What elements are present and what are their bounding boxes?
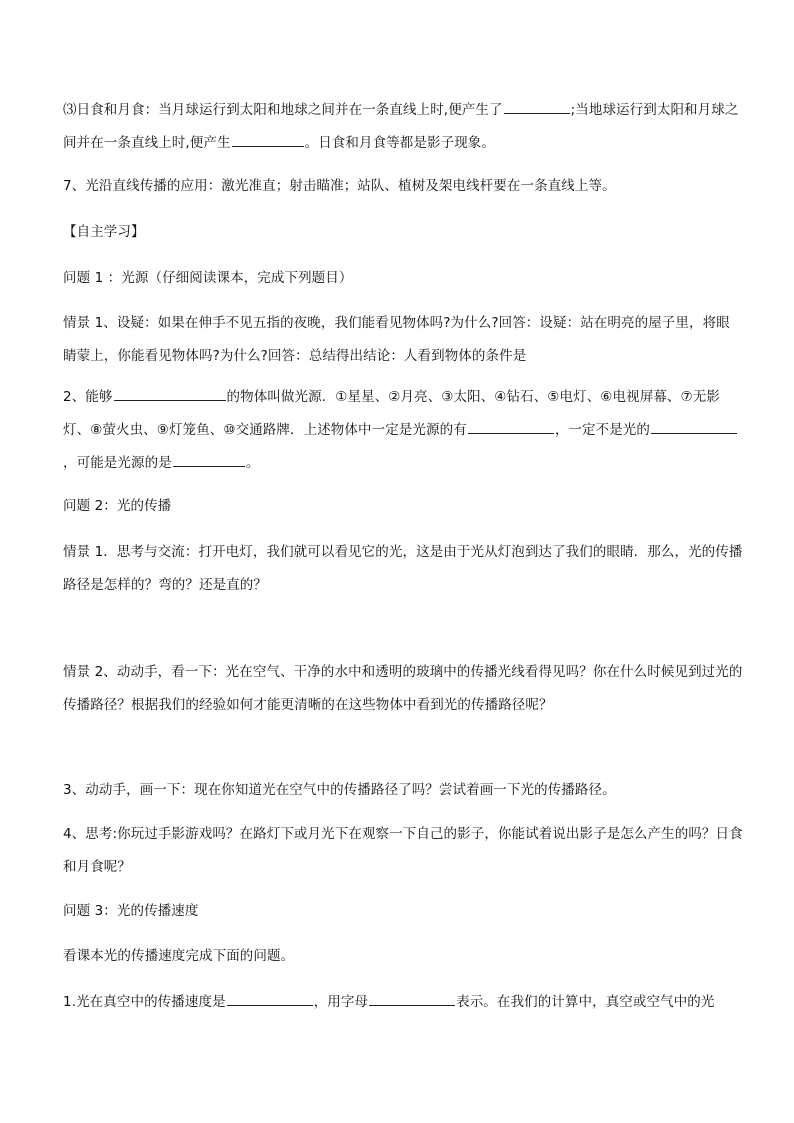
eclipse-text-1: ⑶日食和月食：当月球运行到太阳和地球之间并在一条直线上时,便产生了 bbox=[63, 102, 503, 118]
light-source-text-4: ，可能是光源的是 bbox=[63, 455, 172, 471]
propagation-scene-2: 情景 2、动动手，看一下：光在空气、干净的水中和透明的玻璃中的传播光线看得见吗？你在什么时候见到过光的传播路径？根据我们的经验如何才能更清晰的在这些物体中看到光的传播路径呢？ bbox=[63, 664, 743, 713]
question-1-title: 问题 1 ：光源（仔细阅读课本，完成下列题目） bbox=[63, 270, 353, 286]
light-source-paragraph bbox=[63, 381, 743, 480]
shadow-thinking-paragraph: 4、思考:你玩过手影游戏吗？在路灯下或月光下在观察一下自己的影子，你能试着说出影子是怎么产生的吗？日食和月食呢？ bbox=[63, 826, 743, 875]
eclipse-text-2: ;当地球运行到太阳和月球之间并在一条直线上时,便产生 bbox=[63, 102, 739, 151]
answer-blank-speed-value[interactable] bbox=[227, 991, 313, 1006]
speed-paragraph bbox=[63, 986, 743, 1019]
light-source-text-3: ，一定不是光的 bbox=[554, 422, 651, 438]
light-source-text-5: 。 bbox=[245, 455, 260, 471]
section-heading: 【自主学习】 bbox=[63, 224, 145, 240]
answer-blank-speed-letter[interactable] bbox=[369, 991, 455, 1006]
speed-text-1: 1.光在真空中的传播速度是 bbox=[63, 994, 226, 1010]
answer-blank-solar-eclipse[interactable] bbox=[504, 99, 570, 114]
question-3-title: 问题 3：光的传播速度 bbox=[63, 903, 199, 919]
answer-blank-lunar-eclipse[interactable] bbox=[232, 132, 304, 147]
eclipse-text-3: 。日食和月食等都是影子现象。 bbox=[304, 135, 495, 151]
answer-blank-light-source-definition[interactable] bbox=[114, 386, 226, 401]
light-source-text-2: 的物体叫做光源．①星星、②月亮、③太阳、④钻石、⑤电灯、⑥电视屏幕、⑦无影灯、⑧萤火虫、⑨灯笼鱼、⑩交通路牌．上述物体中一定是光源的有 bbox=[63, 389, 720, 438]
scene-1-paragraph: 情景 1、设疑：如果在伸手不见五指的夜晚，我们能看见物体吗?为什么?回答：设疑：站在明亮的屋子里，将眼睛蒙上，你能看见物体吗?为什么?回答：总结得出结论：人看到物体的条件是 bbox=[63, 315, 730, 364]
eclipse-paragraph bbox=[63, 94, 743, 160]
propagation-scene-1: 情景 1．思考与交流：打开电灯，我们就可以看见它的光，这是由于光从灯泡到达了我们的眼睛．那么，光的传播路径是怎样的？弯的？还是直的？ bbox=[63, 544, 743, 593]
speed-intro: 看课本光的传播速度完成下面的问题。 bbox=[63, 948, 295, 964]
application-paragraph: 7、光沿直线传播的应用：激光准直；射击瞄准；站队、植树及架电线杆要在一条直线上等。 bbox=[63, 178, 616, 194]
speed-text-2: ，用字母 bbox=[313, 994, 369, 1010]
answer-blank-possible-sources[interactable] bbox=[173, 452, 245, 467]
answer-blank-not-sources[interactable] bbox=[651, 419, 737, 434]
question-2-title: 问题 2：光的传播 bbox=[63, 498, 172, 514]
speed-text-3: 表示。在我们的计算中，真空或空气中的光 bbox=[456, 994, 715, 1010]
answer-blank-definite-sources[interactable] bbox=[468, 419, 554, 434]
draw-path-paragraph: 3、动动手，画一下：现在你知道光在空气中的传播路径了吗？尝试着画一下光的传播路径。 bbox=[63, 782, 616, 798]
light-source-text-1: 2、能够 bbox=[63, 389, 113, 405]
